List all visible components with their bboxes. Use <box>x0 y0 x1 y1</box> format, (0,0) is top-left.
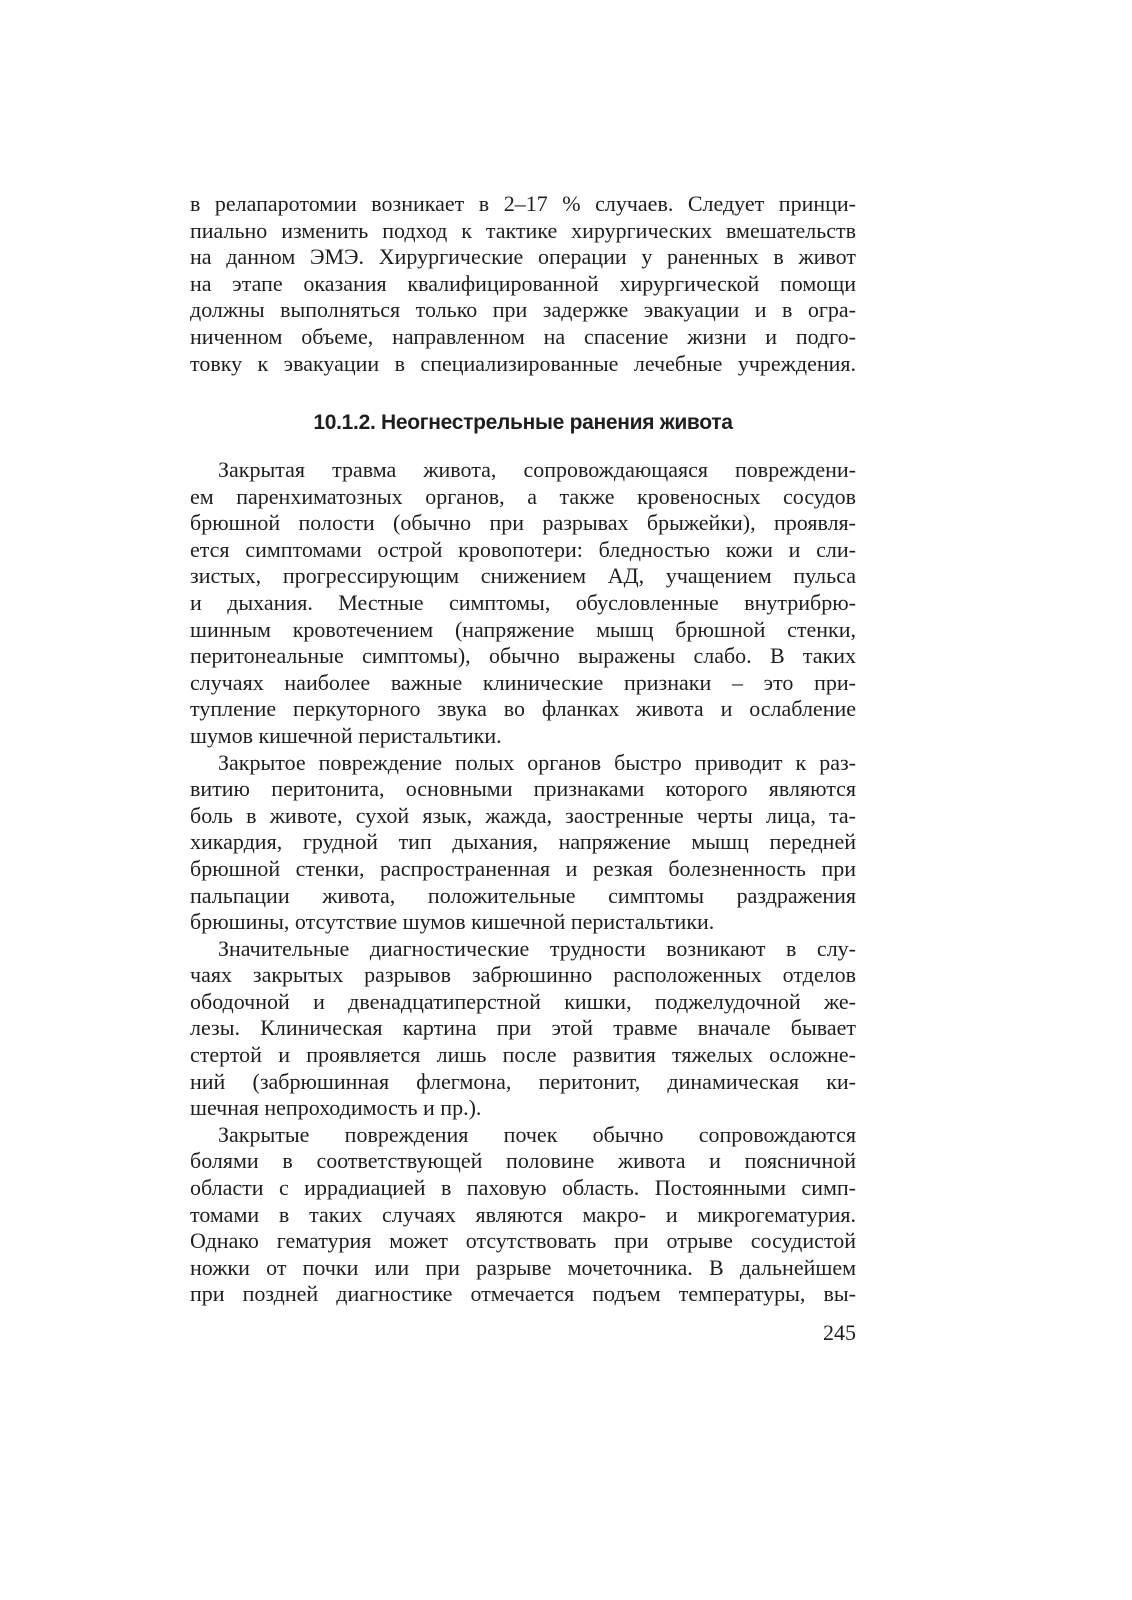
paragraph-retroperitoneal <box>190 936 856 1122</box>
text-line: стертой и проявляется лишь после развития тяжелых осложне- <box>190 1042 856 1068</box>
intro-paragraph <box>190 191 856 377</box>
text-line: должны выполняться только при задержке эвакуации и в огра- <box>190 297 856 323</box>
section-body <box>190 457 856 1308</box>
text-line: перитонеальные симптомы), обычно выражены слабо. В таких <box>190 643 856 669</box>
text-line: шумов кишечной перистальтики. <box>190 722 502 748</box>
text-line: зистых, прогрессирующим снижением АД, учащением пульса <box>190 563 856 589</box>
paragraph-kidney-injuries <box>190 1122 856 1308</box>
text-line: томами в таких случаях являются макро- и микрогематурия. <box>190 1201 856 1227</box>
text-line: Закрытая травма живота, сопровождающаяся повреждени- <box>218 457 856 482</box>
text-line: при поздней диагностике отмечается подъем температуры, вы- <box>190 1281 856 1307</box>
text-line: брюшной стенки, распространенная и резкая болезненность при <box>190 855 856 881</box>
text-line: ется симптомами острой кровопотери: бледностью кожи и сли- <box>190 536 856 562</box>
text-line: шечная непроходимость и пр.). <box>190 1095 482 1121</box>
paragraph-closed-abdominal-trauma <box>190 457 856 750</box>
text-line: на этапе оказания квалифицированной хирургической помощи <box>190 270 856 296</box>
text-line: пальпации живота, положительные симптомы раздражения <box>190 882 856 908</box>
text-line: ножки от почки или при разрыве мочеточника. В дальнейшем <box>190 1254 856 1280</box>
text-line: на данном ЭМЭ. Хирургические операции у раненных в живот <box>190 244 856 270</box>
text-line: Закрытое повреждение полых органов быстро приводит к раз- <box>218 749 856 775</box>
text-line: ободочной и двенадцатиперстной кишки, поджелудочной же- <box>190 988 856 1014</box>
text-line: брюшной полости (обычно при разрывах брыжейки), проявля- <box>190 510 856 536</box>
text-line: ний (забрюшинная флегмона, перитонит, динамическая ки- <box>190 1068 856 1094</box>
text-line: Значительные диагностические трудности возникают в слу- <box>218 935 856 961</box>
text-line: боль в животе, сухой язык, жажда, заостренные черты лица, та- <box>190 802 856 828</box>
text-line: Закрытые повреждения почек обычно сопровождаются <box>218 1121 856 1147</box>
text-line: чаях закрытых разрывов забрюшинно расположенных отделов <box>190 962 856 988</box>
text-line: в релапаротомии возникает в 2–17 % случаев. Следует принци- <box>190 191 856 216</box>
text-line: витию перитонита, основными признаками которого являются <box>190 776 856 802</box>
text-line: ниченном объеме, направленном на спасение жизни и подго- <box>190 323 856 349</box>
text-line: тупление перкуторного звука во фланках живота и ослабление <box>190 696 856 722</box>
section-heading: 10.1.2. Неогнестрельные ранения живота <box>313 411 733 434</box>
paragraph-hollow-organs <box>190 750 856 936</box>
text-line: случаях наиболее важные клинические признаки – это при- <box>190 669 856 695</box>
page-number: 245 <box>823 1320 856 1345</box>
text-line: Однако гематурия может отсутствовать при отрыве сосудистой <box>190 1228 856 1254</box>
text-line: пиально изменить подход к тактике хирургических вмешательств <box>190 217 856 243</box>
text-line: болями в соответствующей половине живота и поясничной <box>190 1148 856 1174</box>
text-line: шинным кровотечением (напряжение мышц брюшной стенки, <box>190 616 856 642</box>
text-line: области с иррадиацией в паховую область. Постоянными симп- <box>190 1175 856 1201</box>
text-line: ем паренхиматозных органов, а также кровеносных сосудов <box>190 483 856 509</box>
text-line: брюшины, отсутствие шумов кишечной перистальтики. <box>190 909 715 935</box>
text-line: хикардия, грудной тип дыхания, напряжение мышц передней <box>190 829 856 855</box>
text-line: товку к эвакуации в специализированные лечебные учреждения. <box>190 350 856 376</box>
text-line: и дыхания. Местные симптомы, обусловленные внутрибрю- <box>190 589 856 615</box>
text-line: лезы. Клиническая картина при этой травме вначале бывает <box>190 1015 856 1041</box>
